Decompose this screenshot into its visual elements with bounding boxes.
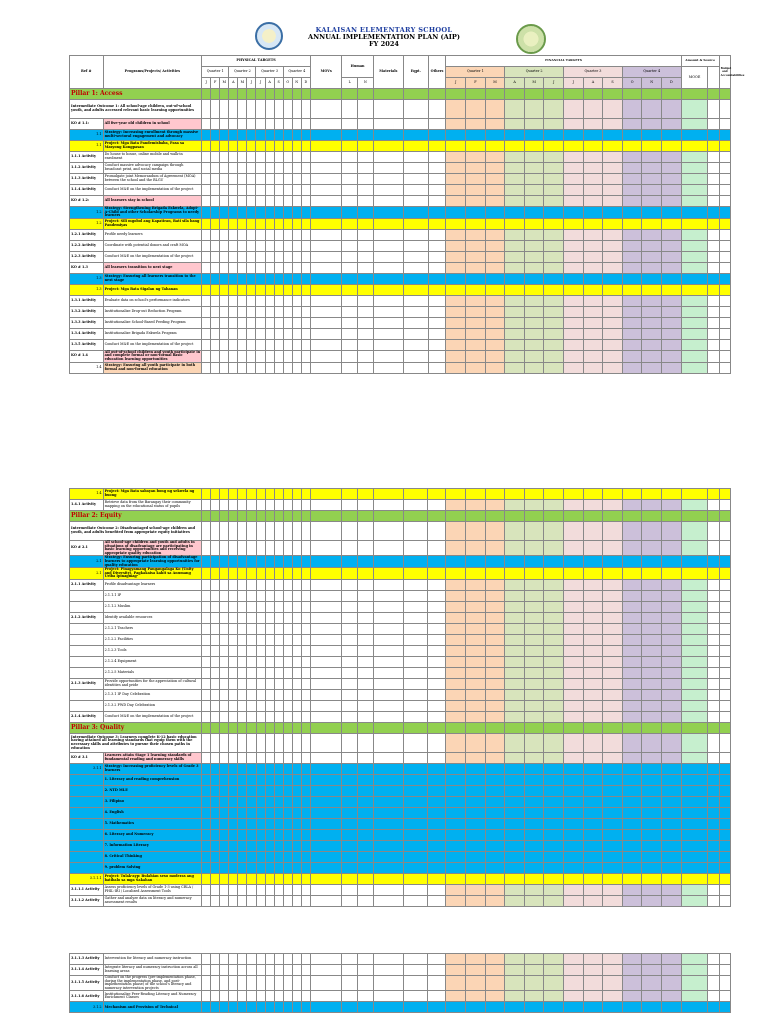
outcome-text: Intermediate Outcome 2: Disadvantaged school-age children and youth, and adults benefited from appropriate equity initiatives: [70, 522, 202, 541]
strategy-ref: 1.3: [70, 273, 104, 284]
col-month: A: [265, 78, 274, 89]
project-row: [70, 284, 731, 295]
kra-row: [70, 119, 731, 130]
activity-ref: 3.1.1.2 Activity: [70, 895, 104, 906]
project-ref: 1.4: [70, 489, 104, 500]
col-fin-month: F: [466, 78, 486, 89]
col-fin-month: J: [544, 78, 564, 89]
activity-row: [70, 174, 731, 185]
col-month: O: [283, 78, 292, 89]
project-ref: 2.1: [70, 568, 104, 580]
strategy-row: [70, 840, 731, 851]
strategy-text: 7. Information Literacy: [103, 840, 202, 851]
col-q4: Quarter 4: [283, 67, 310, 78]
kra-text: Learners attain Stage 1 learning standards of fundamental reading and numeracy skills: [103, 752, 202, 763]
col-fin-q2: Quarter 2: [505, 67, 564, 78]
strategy-ref: 1.4: [70, 362, 104, 373]
activity-text: Assess proficiency levels of Grade 1-3 using CRLA / PHIL-IRI / Localized Assessment Tools: [103, 884, 202, 895]
activity-ref: 3.1.1.3 Activity: [70, 954, 104, 965]
activity-text: Provide opportunities for the appreciation of cultural identities and pride: [103, 678, 202, 689]
strategy-row: [70, 130, 731, 141]
strategy-text: 3. Filipino: [103, 796, 202, 807]
activity-text: Institutionalize School-Based Feeding Program: [103, 317, 202, 328]
plan-table-page-2: [69, 488, 731, 907]
activity-ref: 3.1.1.1 Activity: [70, 884, 104, 895]
strategy-row: [70, 862, 731, 873]
activity-ref: 1.1.2 Activity: [70, 163, 104, 174]
activity-text: Profile needy learners: [103, 229, 202, 240]
activity-ref: 2.1.1 Activity: [70, 579, 104, 590]
col-month: S: [274, 78, 283, 89]
strategy-ref: 1.2: [70, 207, 104, 219]
outcome-row: [70, 522, 731, 541]
activity-row: [70, 954, 731, 965]
strategy-ref: [70, 807, 104, 818]
project-row: [70, 141, 731, 152]
strategy-ref: 1.1: [70, 130, 104, 141]
kra-row: [70, 752, 731, 763]
col-month: N: [292, 78, 301, 89]
activity-text: Conduct M&E on the implementation of the project: [103, 339, 202, 350]
activity-text: Conduct on the progress (pre-implementation phase, during the implementation phase, and post-implementation phase) of the school's literacy and numeracy intervention projects: [103, 976, 202, 991]
fiscal-year: FY 2024: [368, 40, 400, 48]
activity-ref: 2.1.2 Activity: [70, 612, 104, 623]
project-row: [70, 568, 731, 580]
strategy-row: [70, 807, 731, 818]
kra-ref: KO # 2.1: [70, 541, 104, 556]
project-text: Project: Tulak-ayp: Bulahian sexo moderas ang batibalo sa mga Sakahan: [103, 873, 202, 884]
col-financial: FINANCIAL TARGETS: [446, 56, 681, 67]
activity-ref: 1.1.3 Activity: [70, 174, 104, 185]
sub-activity-row: [70, 645, 731, 656]
strategy-ref: [70, 851, 104, 862]
col-fin-month: A: [583, 78, 603, 89]
strategy-text: Mechanism and Provision of Technical: [103, 1002, 202, 1013]
activity-ref: 3.1.1.5 Activity: [70, 976, 104, 991]
activity-row: [70, 229, 731, 240]
strategy-ref: [70, 862, 104, 873]
strategy-text: Strategy: Increasing proficiency levels of Grade 3 learners: [103, 763, 202, 774]
activity-text: Evaluate data on school's performance indicators: [103, 295, 202, 306]
strategy-text: 8. Critical Thinking: [103, 851, 202, 862]
col-month: M: [238, 78, 247, 89]
sub-activity-row: [70, 667, 731, 678]
activity-row: [70, 339, 731, 350]
activity-row: [70, 711, 731, 722]
activity-row: [70, 306, 731, 317]
strategy-ref: [70, 774, 104, 785]
strategy-text: Strategy: Ensuring participation of disadvantage learners to appropriate learning opportunities for quality education: [104, 555, 200, 567]
project-row: [70, 218, 731, 229]
strategy-text: Strategy: Ensuring all youth participate in both formal and non-formal education: [103, 362, 202, 373]
project-ref: 3.1.1.1: [70, 873, 104, 884]
kra-ref: KO # 1.3: [70, 262, 104, 273]
pillar-title: Pillar 2: Equity: [70, 511, 202, 522]
sub-activity: 2.1.2.5 Materials: [103, 667, 202, 678]
pillar-row: [70, 722, 731, 733]
project-row: [70, 873, 731, 884]
sub-activity: 2.1.2.1 Teachers: [103, 623, 202, 634]
activity-ref: 1.3.1 Activity: [70, 295, 104, 306]
strategy-text: 9. problem Solving: [103, 862, 202, 873]
kra-text: All school-age children and youth and adults in situations of disadvantage are participating in basic learning opportunities and receiving appropriate quality education: [103, 541, 202, 556]
project-text: Project: Pinagyamang Pangangalaga Ko (Unity and Diversity), Pagkakaisa kahit sa Anumang Uriba Ipinagmag-: [103, 568, 202, 580]
project-text: Project: Mga Bata sabayan bong ng sekwela ng buong: [103, 489, 202, 500]
activity-row: [70, 965, 731, 976]
activity-text: Gather and analyze data on literacy and numeracy assessment results: [103, 895, 202, 906]
activity-text: Integrate literacy and numeracy instruction across all learning areas: [103, 965, 202, 976]
project-text: Project: Sili mgobol ang Kapatiran, Bati sila bang Pandemiyas: [103, 218, 202, 229]
activity-ref: 3.1.1.4 Activity: [70, 965, 104, 976]
activity-ref: 1.2.3 Activity: [70, 251, 104, 262]
col-fin-month: M: [524, 78, 544, 89]
col-fin-month: A: [505, 78, 525, 89]
sub-activity-row: [70, 656, 731, 667]
col-fin-month: O: [622, 78, 642, 89]
strategy-ref: 3.1.1: [70, 763, 104, 774]
col-fin-q4: Quarter 4: [622, 67, 681, 78]
strategy-row: [70, 207, 731, 219]
strategy-ref: 3.1.2: [70, 1002, 104, 1013]
activity-text: Conduct M&E on the implementation of the project: [103, 711, 202, 722]
kra-row: [70, 350, 731, 362]
kra-row: [70, 262, 731, 273]
col-month: J: [256, 78, 265, 89]
activity-ref: 1.1.1 Activity: [70, 152, 104, 163]
col-eqpt: Eqpt.: [403, 56, 428, 89]
col-q3: Quarter 3: [256, 67, 283, 78]
kra-ref: KO # 1.4: [70, 350, 104, 362]
activity-ref: 1.3.3 Activity: [70, 317, 104, 328]
pillar-title: Pillar 1: Access: [70, 89, 202, 100]
col-budget: Budget and Accountabilities: [719, 56, 730, 89]
col-month: D: [301, 78, 310, 89]
strategy-ref: [70, 796, 104, 807]
activity-text: Retrieve data from the Barangay their community mapping on the educational status of pupils: [103, 500, 202, 511]
sub-activity: 2.1.1.2 Muslim: [103, 601, 202, 612]
col-fin-month: J: [564, 78, 584, 89]
col-amount: Amount & Source: [681, 56, 719, 67]
strategy-text: Strategy: Increasing enrollment through massive multi-sectoral engagement and advocacy: [103, 130, 202, 141]
col-fin-q3: Quarter 3: [564, 67, 623, 78]
strategy-row: [70, 818, 731, 829]
project-row: [70, 489, 731, 500]
activity-ref: 1.2.1 Activity: [70, 229, 104, 240]
kra-text: All five-year old children in school: [103, 119, 202, 130]
sub-activity: 2.1.2.2 Facilities: [103, 634, 202, 645]
activity-ref: 1.3.2 Activity: [70, 306, 104, 317]
activity-row: [70, 295, 731, 306]
activity-text: Conduct M&E on the implementation of the project: [103, 251, 202, 262]
activity-ref: 3.1.1.6 Activity: [70, 991, 104, 1002]
kra-text: All learners stay in school: [103, 196, 202, 207]
col-fin-month: N: [642, 78, 662, 89]
col-month: J: [247, 78, 256, 89]
activity-row: [70, 884, 731, 895]
sub-activity-row: [70, 700, 731, 711]
strategy-ref: [70, 829, 104, 840]
col-month: A: [229, 78, 238, 89]
strategy-row: [70, 796, 731, 807]
col-fin-month: S: [603, 78, 623, 89]
strategy-row: [70, 362, 731, 373]
kra-row: [70, 196, 731, 207]
activity-text: Profile disadvantage learners: [103, 579, 202, 590]
sub-activity: 2.1.1.1 IP: [103, 590, 202, 601]
col-others: Others: [428, 56, 446, 89]
outcome-text: Intermediate Outcome 1: All school-age children, out-of-school youth, and adults accessed relevant basic learning opportunities: [70, 100, 202, 119]
sub-activity-row: [70, 623, 731, 634]
kra-ref: KO # 3.1: [70, 752, 104, 763]
strategy-row: [70, 763, 731, 774]
plan-title: ANNUAL IMPLEMENTATION PLAN (AIP): [308, 33, 460, 41]
outcome-row: [70, 100, 731, 119]
project-text: Project: Mga Bata Pandemisbaba, Pasa sa Masyong Kongpasan: [103, 141, 202, 152]
activity-row: [70, 612, 731, 623]
activity-ref: 1.2.2 Activity: [70, 240, 104, 251]
kra-ref: KO # 1.1:: [70, 119, 104, 130]
activity-row: [70, 328, 731, 339]
strategy-ref: 2.1: [70, 556, 104, 568]
activity-row: [70, 152, 731, 163]
activity-row: [70, 251, 731, 262]
sub-activity: 2.1.2.4 Equipment: [103, 656, 202, 667]
col-ref: Ref #: [70, 56, 104, 89]
activity-row: [70, 678, 731, 689]
activity-text: Conduct massive advocacy campaign through broadcast print, and social media: [103, 163, 202, 174]
pillar-row: [70, 89, 731, 100]
col-movs: MOVs: [311, 56, 342, 89]
sub-activity-row: [70, 689, 731, 700]
strategy-ref: [70, 840, 104, 851]
strategy-text: 4. English: [103, 807, 202, 818]
activity-row: [70, 976, 731, 991]
activity-row: [70, 185, 731, 196]
col-materials: Materials: [373, 56, 403, 89]
activity-ref: 2.1.3 Activity: [70, 678, 104, 689]
project-ref: 1.2: [70, 218, 104, 229]
col-fin-month: M: [485, 78, 505, 89]
strategy-text: 5. Mathematics: [103, 818, 202, 829]
col-mooe: MOOE: [681, 67, 708, 89]
activity-ref: 1.3.4 Activity: [70, 328, 104, 339]
col-month: J: [202, 78, 211, 89]
activity-ref: 1.4.1 Activity: [70, 500, 104, 511]
sub-activity-row: [70, 601, 731, 612]
pillar-row: [70, 511, 731, 522]
col-month: F: [211, 78, 220, 89]
activity-row: [70, 500, 731, 511]
strategy-ref: [70, 785, 104, 796]
strategy-text: 6. Literacy and Numeracy: [103, 829, 202, 840]
pillar-title: Pillar 3: Quality: [70, 722, 202, 733]
kra-row: [70, 541, 731, 556]
sub-activity: 2.1.3.2 PWD Day Celebration: [103, 700, 202, 711]
col-ppa: Programs/Projects/ Activities: [103, 56, 202, 89]
activity-ref: 1.3.5 Activity: [70, 339, 104, 350]
kra-text: All learners transition to next stage: [103, 262, 202, 273]
activity-text: Do house to house, online mobile and walk-in enrolment: [103, 152, 202, 163]
strategy-row: [70, 273, 731, 284]
kra-ref: KO # 1.2:: [70, 196, 104, 207]
col-q2: Quarter 2: [229, 67, 256, 78]
col-q1: Quarter 1: [202, 67, 229, 78]
project-ref: 1.3: [70, 284, 104, 295]
activity-row: [70, 163, 731, 174]
activity-row: [70, 895, 731, 906]
strategy-row: [70, 774, 731, 785]
activity-row: [70, 579, 731, 590]
activity-row: [70, 240, 731, 251]
document-header: [0, 0, 768, 56]
strategy-text: Strategy: Ensuring all learners transition to the next stage: [103, 273, 202, 284]
activity-text: Identify available resources: [103, 612, 202, 623]
col-physical: PHYSICAL TARGETS: [202, 56, 311, 67]
activity-text: Conduct M&E on the implementation of the project: [103, 185, 202, 196]
strategy-text: Strategy: Strengthening Brigada Eskwela, Adopt-A-Child and other Scholarship Programs to needy learners: [103, 207, 202, 219]
activity-row: [70, 317, 731, 328]
strategy-row: [70, 851, 731, 862]
sub-activity-row: [70, 634, 731, 645]
col-human-n: N: [358, 78, 374, 89]
outcome-text: Intermediate Outcome 3: Learners complete K-12 basic education having attained all learning standards that equip them with the necessary skills and attributes to pursue their chosen paths in education: [70, 733, 202, 752]
activity-text: Institutionalize Drop-out Reduction Program: [103, 306, 202, 317]
col-month: M: [220, 78, 229, 89]
sub-activity: 2.1.3.1 IP Day Celebration: [103, 689, 202, 700]
activity-row: [70, 991, 731, 1002]
school-name: KALAISAN ELEMENTARY SCHOOL: [315, 26, 453, 34]
col-human: Human: [342, 56, 373, 78]
project-ref: 1.1: [70, 141, 104, 152]
project-text: Project: Mga Bata Sigalan ng Tahanan: [103, 284, 202, 295]
col-fin-month: J: [446, 78, 466, 89]
sub-activity-row: [70, 590, 731, 601]
activity-text: Institutionalize Brigada Eskwela Program: [103, 328, 202, 339]
activity-ref: 1.1.4 Activity: [70, 185, 104, 196]
strategy-row: [70, 556, 731, 568]
col-human-l: L: [342, 78, 358, 89]
col-fin-month: D: [662, 78, 682, 89]
kra-text: All out-of-school children and youth participate in and complete formal or non-formal basic education learning opportunities: [104, 349, 201, 361]
strategy-text: 1. Literacy and reading comprehension: [103, 774, 202, 785]
activity-text: Intervention for literacy and numeracy instruction: [103, 954, 202, 965]
activity-text: Promulgate joint Memorandum of Agreement (MOA) between the school and the BLGU: [103, 174, 202, 185]
strategy-row: [70, 785, 731, 796]
plan-table-page-1: [69, 55, 745, 374]
strategy-ref: [70, 818, 104, 829]
activity-ref: 2.1.4 Activity: [70, 711, 104, 722]
strategy-text: 2. NTD MLE: [103, 785, 202, 796]
strategy-row: [70, 1002, 731, 1013]
activity-text: Institutionalize Peer-Reading Literacy and Numeracy Enrichment Classes: [103, 991, 202, 1002]
plan-table-page-3: [69, 953, 731, 1013]
sub-activity: 2.1.2.3 Tools: [103, 645, 202, 656]
activity-text: Coordinate with potential donors and craft MOA: [103, 240, 202, 251]
outcome-row: [70, 733, 731, 752]
strategy-row: [70, 829, 731, 840]
col-fin-q1: Quarter 1: [446, 67, 505, 78]
